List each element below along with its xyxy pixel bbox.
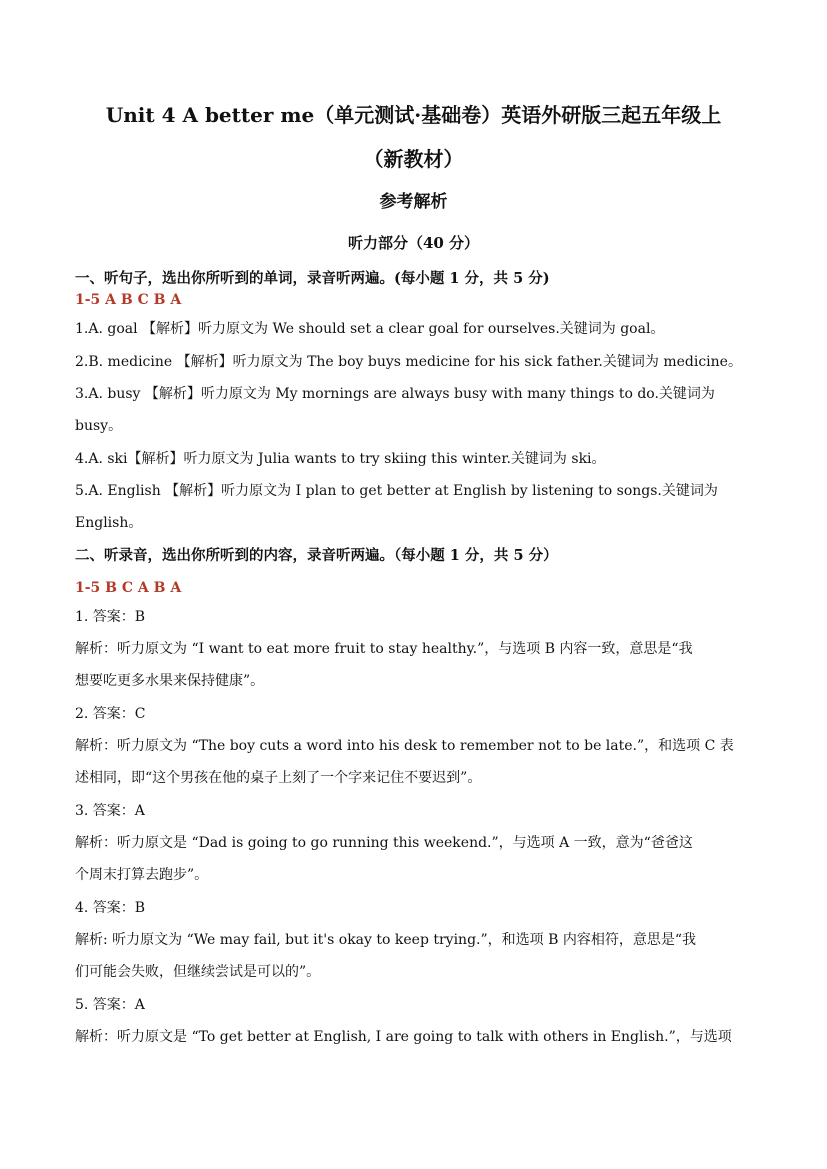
answer-line: 5. 答案：A xyxy=(75,997,145,1013)
section-1-item-continued: English。 xyxy=(75,515,143,531)
answer-line: 1. 答案：B xyxy=(75,609,146,625)
page-title-continued: （新教材） xyxy=(363,147,464,171)
explanation-line: 个周末打算去跑步”。 xyxy=(75,867,209,883)
section-1-answers: 1-5 A B C B A xyxy=(75,292,182,308)
section-1-item: 1.A. goal 【解析】听力原文为 We should set a clear goal for ourselves.关键词为 goal。 xyxy=(75,321,665,337)
page-title: Unit 4 A better me（单元测试·基础卷）英语外研版三起五年级上 xyxy=(105,103,722,127)
section-1-item: 2.B. medicine 【解析】听力原文为 The boy buys medicine for his sick father.关键词为 medicine。 xyxy=(75,354,742,370)
explanation-line: 解析：听力原文为 “I want to eat more fruit to stay healthy.”，与选项 B 内容一致，意思是“我 xyxy=(75,641,693,657)
answer-line: 3. 答案：A xyxy=(75,803,145,819)
explanation-line: 解析：听力原文是 “To get better at English, I are going to talk with others in English.”，与选项 xyxy=(75,1029,732,1045)
answer-line: 2. 答案：C xyxy=(75,706,146,722)
section-2-answers: 1-5 B C A B A xyxy=(75,580,182,596)
explanation-line: 想要吃更多水果来保持健康”。 xyxy=(75,673,265,689)
section-2-heading: 二、听录音，选出你所听到的内容，录音听两遍。（每小题 1 分，共 5 分） xyxy=(75,547,558,564)
part-heading: 听力部分（40 分） xyxy=(347,234,480,252)
explanation-line: 解析: 听力原文为 “We may fail, but it's okay to keep trying.”，和选项 B 内容相符，意思是“我 xyxy=(75,932,696,948)
section-1-item: 3.A. busy 【解析】听力原文为 My mornings are always busy with many things to do.关键词为 xyxy=(75,386,715,402)
page-subtitle: 参考解析 xyxy=(379,192,448,212)
explanation-line: 解析：听力原文为 “The boy cuts a word into his desk to remember not to be late.”，和选项 C 表 xyxy=(75,738,734,754)
explanation-line: 解析：听力原文是 “Dad is going to go running this weekend.”，与选项 A 一致，意为“爸爸这 xyxy=(75,835,693,851)
section-1-item: 5.A. English 【解析】听力原文为 I plan to get better at English by listening to songs.关键词为 xyxy=(75,483,718,499)
section-1-item: 4.A. ski【解析】听力原文为 Julia wants to try skiing this winter.关键词为 ski。 xyxy=(75,451,606,467)
explanation-line: 们可能会失败，但继续尝试是可以的”。 xyxy=(75,964,321,980)
section-1-heading: 一、听句子，选出你所听到的单词，录音听两遍。(每小题 1 分，共 5 分) xyxy=(75,270,550,287)
answer-line: 4. 答案：B xyxy=(75,900,146,916)
section-1-item-continued: busy。 xyxy=(75,418,123,434)
explanation-line: 述相同，即“这个男孩在他的桌子上刻了一个字来记住不要迟到”。 xyxy=(75,770,482,786)
